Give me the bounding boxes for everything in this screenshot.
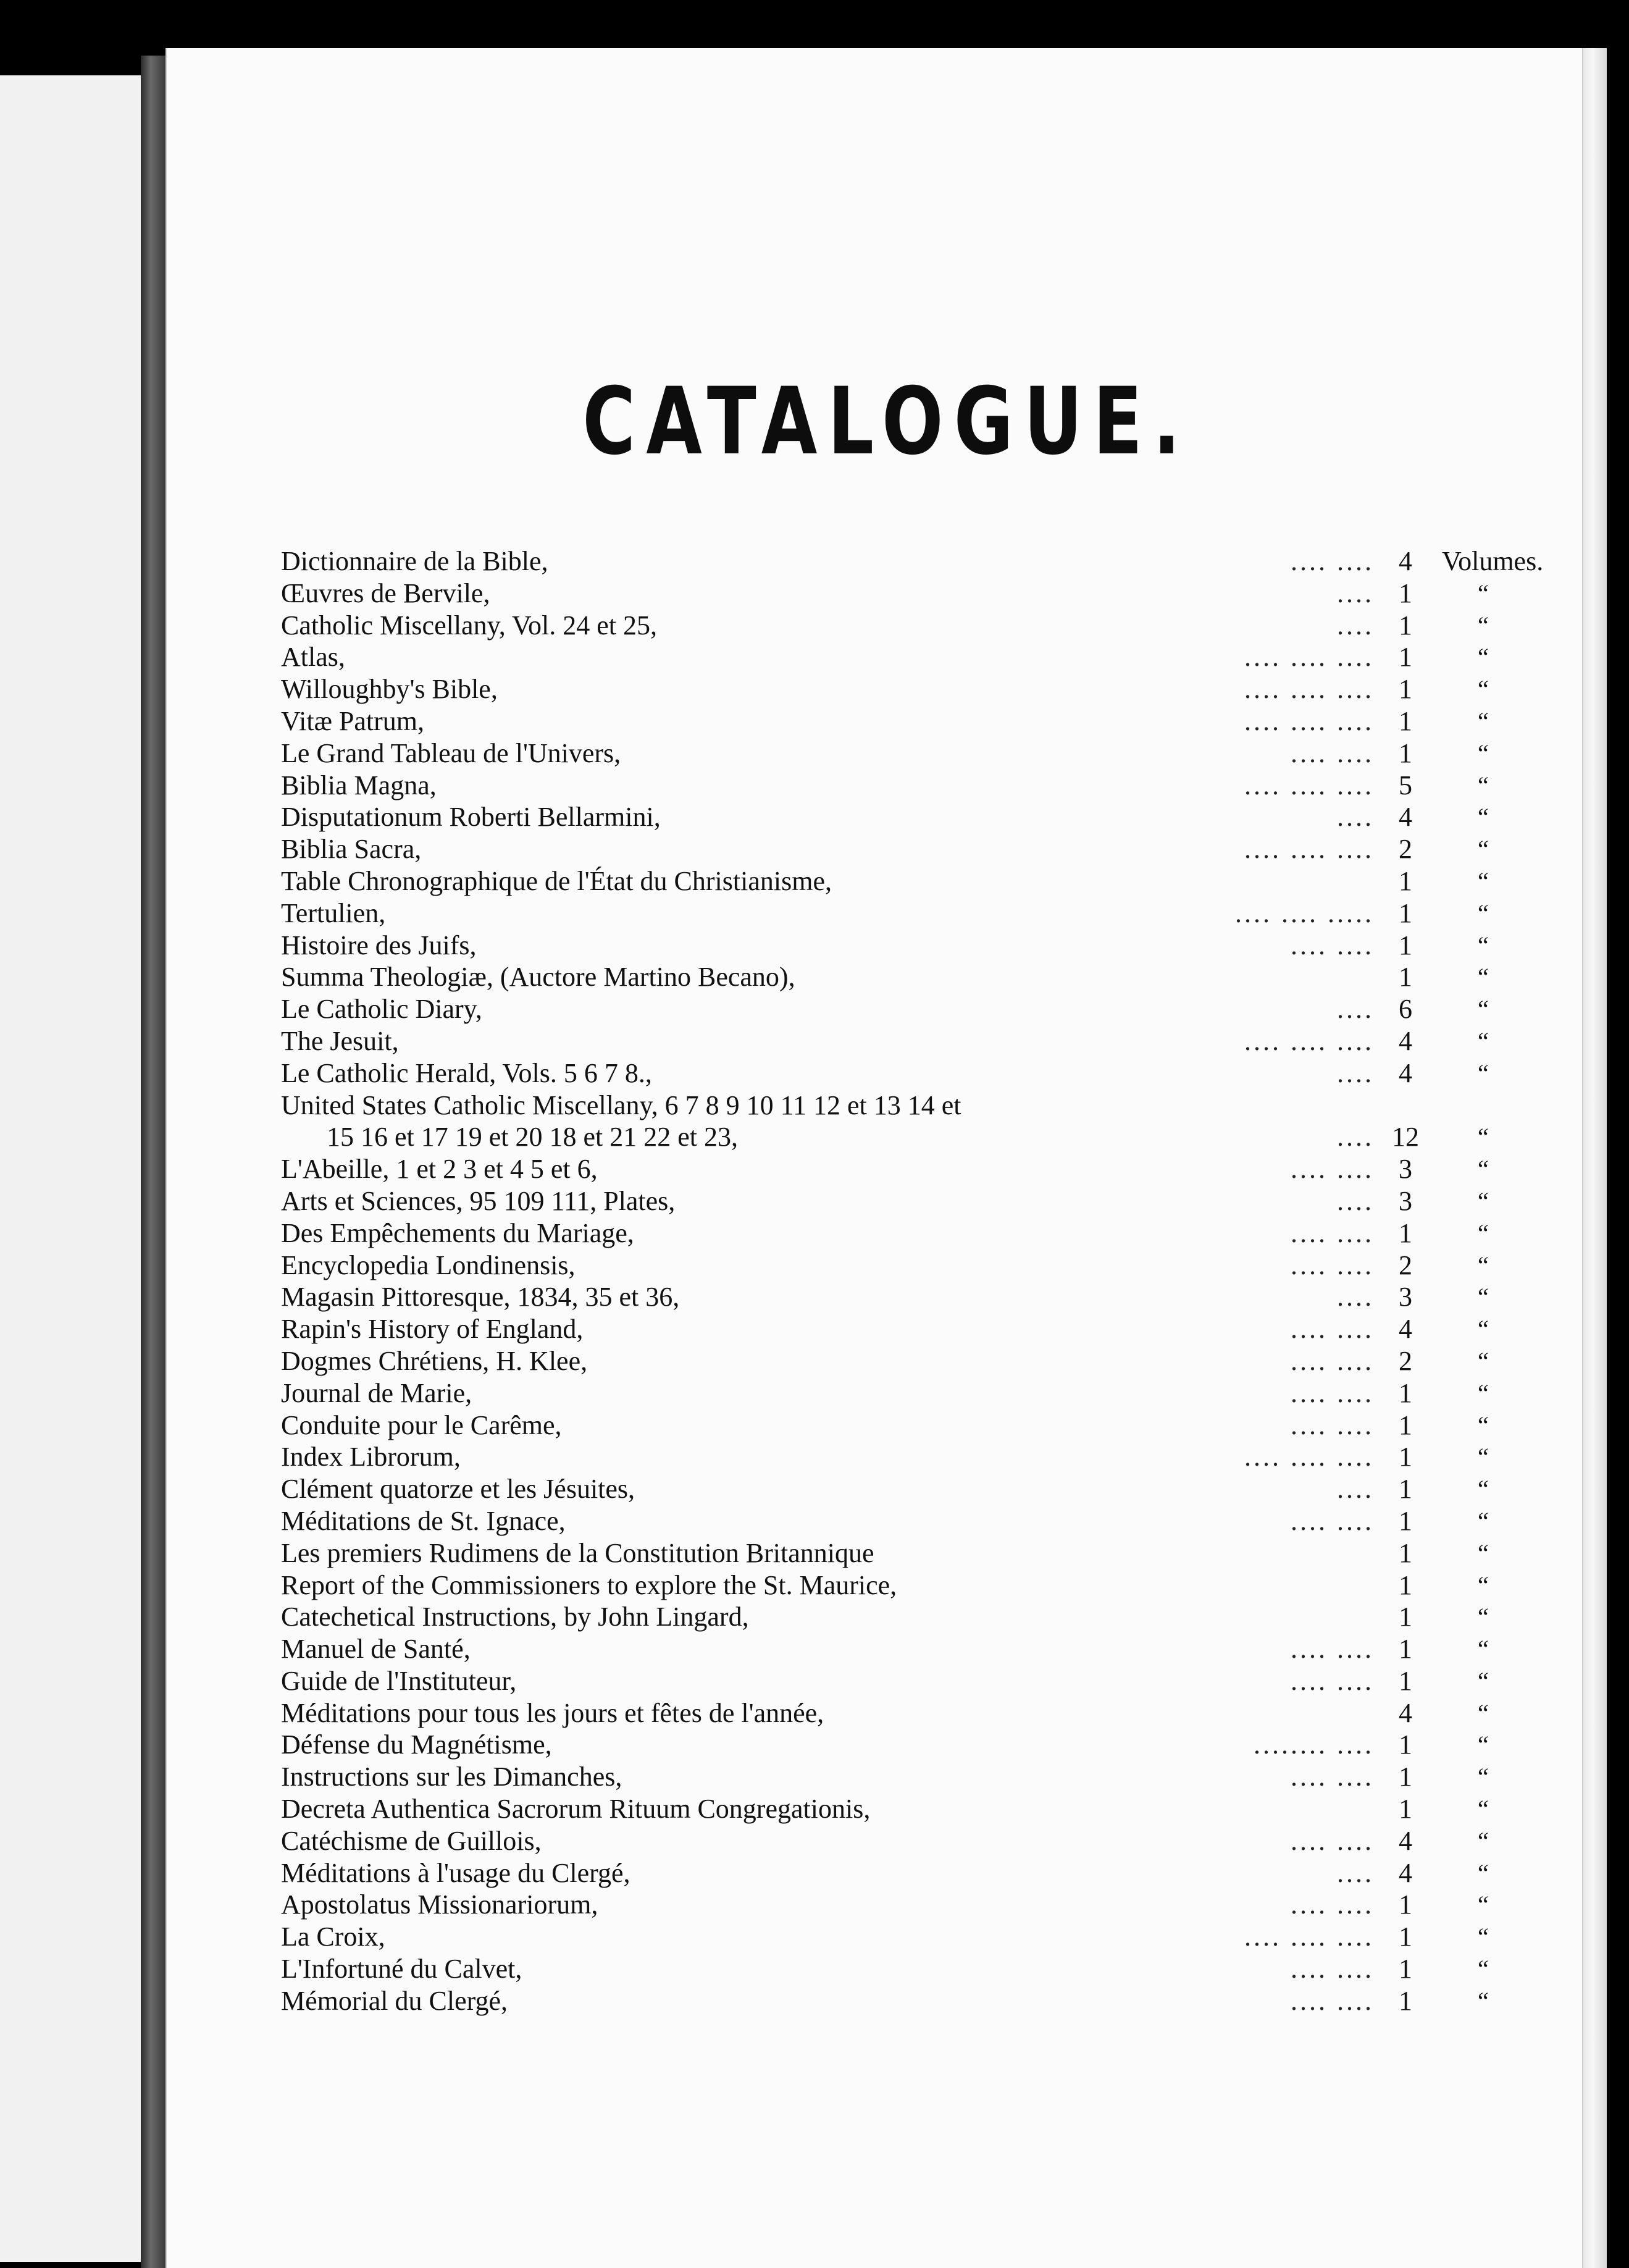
- book-gutter: [141, 56, 165, 2268]
- entry-volume-count: 2: [1399, 1250, 1412, 1280]
- ditto-mark: “: [1478, 995, 1489, 1023]
- dot-leader: .... .... ....: [1244, 642, 1374, 673]
- entry-volume-count: 1: [1399, 1505, 1412, 1536]
- entry-volume-count: 1: [1399, 1889, 1412, 1920]
- catalogue-entry: [281, 1921, 1504, 1953]
- dot-leader: .... ....: [1291, 1217, 1374, 1248]
- entry-title: Rapin's History of England,: [281, 1314, 584, 1345]
- entry-title: Mémorial du Clergé,: [281, 1985, 508, 2016]
- ditto-mark: “: [1478, 1251, 1489, 1279]
- entry-volume-count: 4: [1399, 802, 1412, 833]
- ditto-mark: “: [1478, 1443, 1489, 1471]
- entry-title: Table Chronographique de l'État du Christianisme,: [281, 865, 832, 896]
- entry-title: United States Catholic Miscellany, 6 7 8 9 10 11 12 et 13 14 et: [281, 1090, 961, 1120]
- entry-volume-count: 1: [1399, 610, 1412, 640]
- entry-title: Arts et Sciences, 95 109 111, Plates,: [281, 1185, 676, 1216]
- catalogue-entry: [281, 1473, 1504, 1505]
- dot-leader: .... .... ....: [1244, 674, 1374, 705]
- entry-volume-count: 3: [1399, 1154, 1412, 1185]
- ditto-mark: “: [1478, 1763, 1489, 1791]
- dot-leader: ....: [1337, 610, 1374, 640]
- catalogue-entry: [281, 673, 1504, 705]
- ditto-mark: “: [1478, 1699, 1489, 1727]
- catalogue-entry: [281, 1537, 1504, 1569]
- ditto-mark: “: [1478, 1123, 1489, 1151]
- dot-leader: .... ....: [1291, 1377, 1374, 1408]
- ditto-mark: “: [1478, 931, 1489, 959]
- catalogue-entry: [281, 1090, 1504, 1122]
- dot-leader: .... ....: [1291, 546, 1374, 576]
- entry-volume-count: 1: [1399, 865, 1412, 896]
- entry-volume-count: 4: [1399, 546, 1412, 576]
- entry-title: Œuvres de Bervile,: [281, 578, 490, 608]
- entry-title: Biblia Sacra,: [281, 834, 422, 865]
- ditto-mark: “: [1478, 611, 1489, 639]
- entry-title: Willoughby's Bible,: [281, 674, 498, 705]
- entry-volume-count: 1: [1399, 1602, 1412, 1632]
- entry-title: Histoire des Juifs,: [281, 930, 477, 960]
- dot-leader: ........ ....: [1254, 1729, 1374, 1760]
- ditto-mark: “: [1478, 675, 1489, 704]
- dot-leader: ....: [1337, 1057, 1374, 1088]
- entry-volume-count: 1: [1399, 897, 1412, 928]
- catalogue-entry: [281, 801, 1504, 833]
- catalogue-page: [165, 48, 1607, 2268]
- catalogue-entry: [281, 1153, 1504, 1185]
- entry-title: Atlas,: [281, 642, 345, 673]
- ditto-mark: “: [1478, 1826, 1489, 1855]
- ditto-mark: “: [1478, 1186, 1489, 1215]
- facing-page-edge: [0, 75, 143, 2262]
- catalogue-entry: [281, 1025, 1504, 1057]
- entry-volume-count: 1: [1399, 1377, 1412, 1408]
- entry-title: Méditations pour tous les jours et fêtes de l'année,: [281, 1697, 824, 1728]
- catalogue-entry: [281, 737, 1504, 770]
- entry-title: Des Empêchements du Mariage,: [281, 1217, 634, 1248]
- entry-volume-count: 1: [1399, 737, 1412, 768]
- catalogue-entry: [281, 1729, 1504, 1761]
- catalogue-entry: [281, 545, 1544, 578]
- entry-volume-count: 12: [1392, 1122, 1419, 1153]
- ditto-mark: “: [1478, 1059, 1489, 1087]
- dot-leader: .... ....: [1291, 1634, 1374, 1665]
- catalogue-entry: [281, 1857, 1504, 1889]
- ditto-mark: “: [1478, 1506, 1489, 1535]
- ditto-mark: “: [1478, 1858, 1489, 1887]
- catalogue-entry: [281, 865, 1504, 897]
- dot-leader: ....: [1337, 1122, 1374, 1153]
- ditto-mark: “: [1478, 1891, 1489, 1919]
- catalogue-entry: [281, 897, 1504, 930]
- entry-volume-count: 6: [1399, 994, 1412, 1025]
- ditto-mark: “: [1478, 1666, 1489, 1695]
- catalogue-entry: [281, 1633, 1504, 1665]
- catalogue-entry: [281, 1793, 1504, 1825]
- entry-volume-count: 1: [1399, 1409, 1412, 1440]
- entry-title: Decreta Authentica Sacrorum Rituum Congregationis,: [281, 1794, 871, 1825]
- catalogue-entry: [281, 1889, 1504, 1921]
- entry-title: Manuel de Santé,: [281, 1634, 471, 1665]
- ditto-mark: “: [1478, 1795, 1489, 1823]
- entry-title: L'Abeille, 1 et 2 3 et 4 5 et 6,: [281, 1154, 598, 1185]
- ditto-mark: “: [1478, 867, 1489, 895]
- dot-leader: .... ....: [1291, 1154, 1374, 1185]
- entry-unit: Volumes.: [1442, 546, 1544, 576]
- catalogue-list: [281, 545, 1544, 2017]
- dot-leader: .... ....: [1291, 1889, 1374, 1920]
- entry-title: Dogmes Chrétiens, H. Klee,: [281, 1345, 588, 1376]
- ditto-mark: “: [1478, 963, 1489, 991]
- dot-leader: .... ....: [1291, 1762, 1374, 1792]
- dot-leader: .... .... ....: [1244, 1442, 1374, 1472]
- catalogue-entry: [281, 1697, 1504, 1729]
- entry-volume-count: 1: [1399, 642, 1412, 673]
- catalogue-entry: [281, 1281, 1504, 1313]
- entry-title: Le Catholic Herald, Vols. 5 6 7 8.,: [281, 1057, 652, 1088]
- dot-leader: .... .... ....: [1244, 834, 1374, 865]
- ditto-mark: “: [1478, 1379, 1489, 1407]
- entry-title: Méditations de St. Ignace,: [281, 1505, 566, 1536]
- dot-leader: ....: [1337, 994, 1374, 1025]
- entry-title: Guide de l'Instituteur,: [281, 1665, 517, 1696]
- catalogue-entry: [281, 1761, 1504, 1793]
- dot-leader: .... .... ....: [1244, 1025, 1374, 1056]
- dot-leader: .... .... .....: [1235, 897, 1374, 928]
- entry-volume-count: 1: [1399, 1442, 1412, 1472]
- entry-title: Conduite pour le Carême,: [281, 1409, 562, 1440]
- catalogue-entry: [281, 930, 1504, 962]
- catalogue-entry: [281, 705, 1504, 737]
- entry-volume-count: 1: [1399, 1762, 1412, 1792]
- dot-leader: ....: [1337, 802, 1374, 833]
- entry-volume-count: 4: [1399, 1857, 1412, 1888]
- catalogue-entry: [281, 993, 1504, 1025]
- entry-volume-count: 1: [1399, 1729, 1412, 1760]
- catalogue-entry: [281, 1313, 1504, 1345]
- dot-leader: .... ....: [1291, 1314, 1374, 1345]
- entry-volume-count: 4: [1399, 1314, 1412, 1345]
- page-title: CATALOGUE.: [582, 368, 1191, 476]
- ditto-mark: “: [1478, 1986, 1489, 2015]
- entry-volume-count: 4: [1399, 1025, 1412, 1056]
- entry-title: Catechetical Instructions, by John Lingard,: [281, 1602, 749, 1632]
- ditto-mark: “: [1478, 1923, 1489, 1951]
- ditto-mark: “: [1478, 835, 1489, 863]
- catalogue-entry: [281, 1377, 1504, 1409]
- catalogue-entry: [281, 1569, 1504, 1602]
- dot-leader: ....: [1337, 1474, 1374, 1505]
- entry-volume-count: 2: [1399, 1345, 1412, 1376]
- entry-title: Vitæ Patrum,: [281, 705, 425, 736]
- entry-title: Catholic Miscellany, Vol. 24 et 25,: [281, 610, 658, 640]
- ditto-mark: “: [1478, 1219, 1489, 1247]
- entry-volume-count: 3: [1399, 1282, 1412, 1312]
- entry-volume-count: 1: [1399, 1794, 1412, 1825]
- entry-title: Disputationum Roberti Bellarmini,: [281, 802, 661, 833]
- entry-volume-count: 2: [1399, 834, 1412, 865]
- catalogue-entry: [281, 1217, 1504, 1250]
- entry-volume-count: 1: [1399, 1922, 1412, 1952]
- dot-leader: .... ....: [1291, 1345, 1374, 1376]
- ditto-mark: “: [1478, 1603, 1489, 1631]
- entry-title: Tertulien,: [281, 897, 386, 928]
- entry-volume-count: 1: [1399, 705, 1412, 736]
- ditto-mark: “: [1478, 1635, 1489, 1663]
- entry-volume-count: 1: [1399, 1474, 1412, 1505]
- dot-leader: .... ....: [1291, 1505, 1374, 1536]
- entry-volume-count: 1: [1399, 1665, 1412, 1696]
- entry-title: Report of the Commissioners to explore the St. Maurice,: [281, 1569, 897, 1600]
- ditto-mark: “: [1478, 771, 1489, 799]
- dot-leader: .... ....: [1291, 737, 1374, 768]
- ditto-mark: “: [1478, 899, 1489, 927]
- entry-volume-count: 3: [1399, 1185, 1412, 1216]
- entry-volume-count: 4: [1399, 1697, 1412, 1728]
- entry-volume-count: 1: [1399, 578, 1412, 608]
- entry-title: Index Librorum,: [281, 1442, 461, 1472]
- entry-volume-count: 4: [1399, 1825, 1412, 1856]
- ditto-mark: “: [1478, 643, 1489, 671]
- dot-leader: .... ....: [1291, 930, 1374, 960]
- ditto-mark: “: [1478, 1027, 1489, 1055]
- entry-volume-count: 1: [1399, 1954, 1412, 1984]
- dot-leader: .... .... ....: [1244, 705, 1374, 736]
- catalogue-entry: [281, 1345, 1504, 1377]
- entry-volume-count: 1: [1399, 1985, 1412, 2016]
- entry-volume-count: 1: [1399, 1634, 1412, 1665]
- entry-title: The Jesuit,: [281, 1025, 399, 1056]
- catalogue-entry: [281, 1121, 1504, 1153]
- entry-title: Apostolatus Missionariorum,: [281, 1889, 598, 1920]
- dot-leader: .... ....: [1291, 1409, 1374, 1440]
- catalogue-entry: [281, 770, 1504, 802]
- ditto-mark: “: [1478, 1731, 1489, 1759]
- catalogue-entry: [281, 1601, 1504, 1633]
- ditto-mark: “: [1478, 579, 1489, 607]
- dot-leader: .... .... ....: [1244, 1922, 1374, 1952]
- entry-title: Summa Theologiæ, (Auctore Martino Becano),: [281, 962, 795, 993]
- entry-volume-count: 1: [1399, 1537, 1412, 1568]
- dot-leader: .... .... ....: [1244, 770, 1374, 800]
- ditto-mark: “: [1478, 1155, 1489, 1183]
- ditto-mark: “: [1478, 1315, 1489, 1343]
- entry-volume-count: 5: [1399, 770, 1412, 800]
- entry-title: Instructions sur les Dimanches,: [281, 1762, 622, 1792]
- ditto-mark: “: [1478, 707, 1489, 735]
- ditto-mark: “: [1478, 1955, 1489, 1983]
- catalogue-entry: [281, 1409, 1504, 1442]
- catalogue-entry: [281, 1665, 1504, 1697]
- entry-volume-count: 1: [1399, 1569, 1412, 1600]
- entry-title: Clément quatorze et les Jésuites,: [281, 1474, 635, 1505]
- catalogue-entry: [281, 1985, 1504, 2017]
- entry-title: Dictionnaire de la Bible,: [281, 546, 548, 576]
- entry-volume-count: 1: [1399, 1217, 1412, 1248]
- entry-title: Méditations à l'usage du Clergé,: [281, 1857, 630, 1888]
- catalogue-entry: [281, 578, 1504, 610]
- catalogue-entry: [281, 1953, 1504, 1985]
- dot-leader: ....: [1337, 1282, 1374, 1312]
- dot-leader: ....: [1337, 1857, 1374, 1888]
- ditto-mark: “: [1478, 1539, 1489, 1567]
- page-edge: [1582, 48, 1607, 2268]
- ditto-mark: “: [1478, 1283, 1489, 1311]
- catalogue-entry: [281, 833, 1504, 865]
- entry-volume-count: 4: [1399, 1057, 1412, 1088]
- ditto-mark: “: [1478, 1475, 1489, 1503]
- dot-leader: .... ....: [1291, 1825, 1374, 1856]
- dot-leader: ....: [1337, 1185, 1374, 1216]
- catalogue-entry: [281, 961, 1504, 993]
- catalogue-entry: [281, 1505, 1504, 1537]
- dot-leader: .... ....: [1291, 1250, 1374, 1280]
- ditto-mark: “: [1478, 803, 1489, 831]
- entry-title: Le Catholic Diary,: [281, 994, 482, 1025]
- entry-volume-count: 1: [1399, 962, 1412, 993]
- entry-title: Magasin Pittoresque, 1834, 35 et 36,: [281, 1282, 680, 1312]
- ditto-mark: “: [1478, 1346, 1489, 1375]
- dot-leader: .... ....: [1291, 1665, 1374, 1696]
- entry-volume-count: 1: [1399, 930, 1412, 960]
- catalogue-entry: [281, 1441, 1504, 1473]
- entry-title: La Croix,: [281, 1922, 385, 1952]
- entry-title: Encyclopedia Londinensis,: [281, 1250, 576, 1280]
- entry-title: Catéchisme de Guillois,: [281, 1825, 542, 1856]
- entry-volume-count: 1: [1399, 674, 1412, 705]
- entry-title: Journal de Marie,: [281, 1377, 472, 1408]
- entry-title: Le Grand Tableau de l'Univers,: [281, 737, 621, 768]
- catalogue-entry: [281, 1825, 1504, 1857]
- dot-leader: .... ....: [1291, 1985, 1374, 2016]
- catalogue-entry: [281, 1057, 1504, 1090]
- dot-leader: ....: [1337, 578, 1374, 608]
- ditto-mark: “: [1478, 739, 1489, 767]
- entry-title: Les premiers Rudimens de la Constitution Britannique: [281, 1537, 874, 1568]
- entry-title: Biblia Magna,: [281, 770, 437, 800]
- catalogue-entry: [281, 1250, 1504, 1282]
- ditto-mark: “: [1478, 1411, 1489, 1439]
- entry-title: L'Infortuné du Calvet,: [281, 1954, 522, 1984]
- catalogue-entry: [281, 641, 1504, 673]
- entry-title: Défense du Magnétisme,: [281, 1729, 552, 1760]
- catalogue-entry: [281, 610, 1504, 642]
- entry-title: 15 16 et 17 19 et 20 18 et 21 22 et 23,: [327, 1122, 739, 1153]
- ditto-mark: “: [1478, 1571, 1489, 1599]
- catalogue-entry: [281, 1185, 1504, 1217]
- dot-leader: .... ....: [1291, 1954, 1374, 1984]
